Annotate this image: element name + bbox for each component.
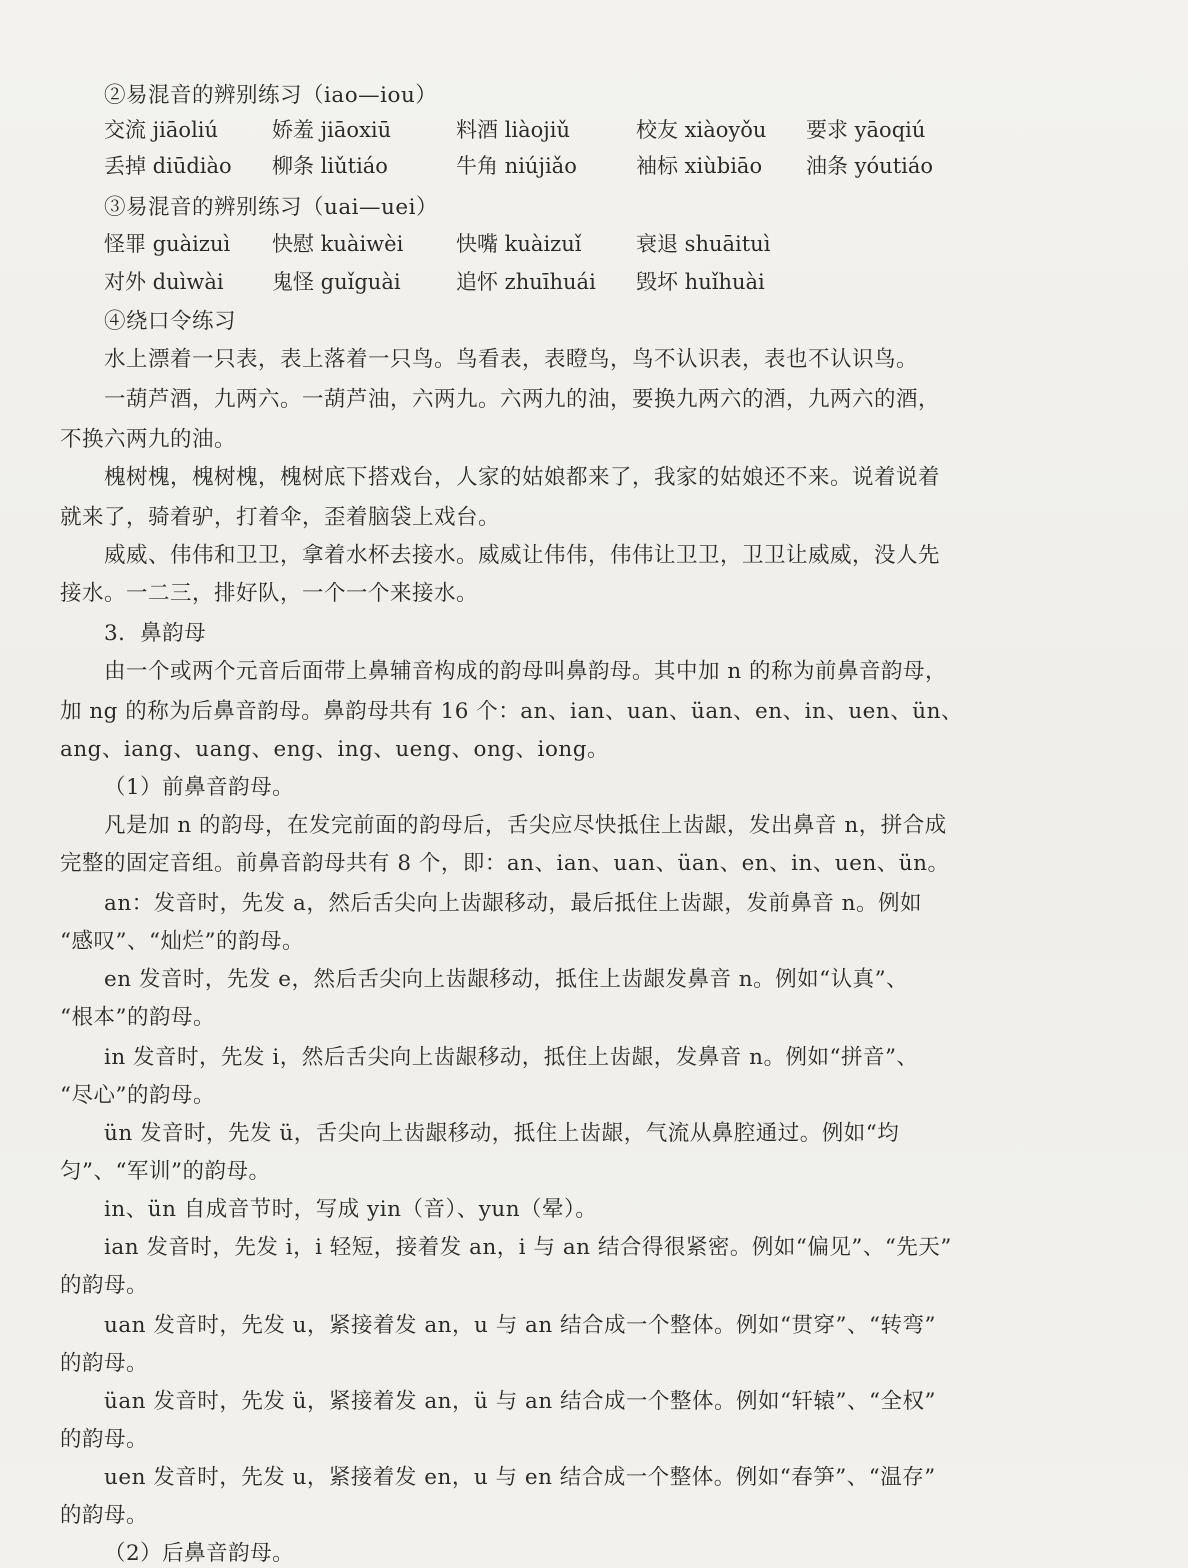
paragraph-line: ang、iang、uang、eng、ing、ueng、ong、iong。 <box>60 737 609 762</box>
paragraph-line: “根本”的韵母。 <box>60 1005 215 1030</box>
paragraph-line: an：发音时，先发 a，然后舌尖向上齿龈移动，最后抵住上齿龈，发前鼻音 n。例如 <box>104 891 923 916</box>
word-item: 追怀 zhuīhuái <box>456 270 596 294</box>
paragraph-line: 的韵母。 <box>60 1427 149 1452</box>
paragraph-line: en 发音时，先发 e，然后舌尖向上齿龈移动，抵住上齿龈发鼻音 n。例如“认真”、 <box>104 967 909 992</box>
section4-title: ④绕口令练习 <box>104 309 237 334</box>
word-item: 快慰 kuàiwèi <box>272 232 404 256</box>
word-item: 丢掉 diūdiào <box>104 154 232 178</box>
paragraph-line: 匀”、“军训”的韵母。 <box>60 1159 271 1184</box>
word-item: 牛角 niújiǎo <box>456 154 577 178</box>
section2-title: ②易混音的辨别练习（iao—iou） <box>104 83 438 108</box>
paragraph-line: in 发音时，先发 i，然后舌尖向上齿龈移动，抵住上齿龈，发鼻音 n。例如“拼音”、 <box>104 1045 919 1070</box>
word-item: 鬼怪 guǐguài <box>272 270 401 294</box>
paragraph-line: ün 发音时，先发 ü，舌尖向上齿龈移动，抵住上齿龈，气流从鼻腔通过。例如“均 <box>104 1121 900 1146</box>
word-item: 校友 xiàoyǒu <box>636 118 767 142</box>
section3-title: ③易混音的辨别练习（uai—uei） <box>104 195 438 220</box>
paragraph-line: 就来了，骑着驴，打着伞，歪着脑袋上戏台。 <box>60 505 501 530</box>
paragraph-line: uan 发音时，先发 u，紧接着发 an，u 与 an 结合成一个整体。例如“贯穿”、“转弯” <box>104 1313 937 1338</box>
paragraph-line: 的韵母。 <box>60 1503 149 1528</box>
paragraph-line: 加 ng 的称为后鼻音韵母。鼻韵母共有 16 个：an、ian、uan、üan、en、in、uen、ün、 <box>60 699 963 724</box>
paragraph-line: 威威、伟伟和卫卫，拿着水杯去接水。威威让伟伟，伟伟让卫卫，卫卫让威威，没人先 <box>104 543 941 568</box>
paragraph-line: 槐树槐，槐树槐，槐树底下搭戏台，人家的姑娘都来了，我家的姑娘还不来。说着说着 <box>104 465 941 490</box>
word-item: 柳条 liǔtiáo <box>272 154 388 178</box>
paragraph-line: “感叹”、“灿烂”的韵母。 <box>60 929 304 954</box>
paragraph-line: 的韵母。 <box>60 1273 149 1298</box>
paragraph-line: üan 发音时，先发 ü，紧接着发 an，ü 与 an 结合成一个整体。例如“轩辕”、“全权” <box>104 1389 937 1414</box>
paragraph-line: 凡是加 n 的韵母，在发完前面的韵母后，舌尖应尽快抵住上齿龈，发出鼻音 n，拼合成 <box>104 813 947 838</box>
word-item: 交流 jiāoliú <box>104 118 219 142</box>
paragraph-line: 接水。一二三，排好队，一个一个来接水。 <box>60 581 479 606</box>
word-item: 料酒 liàojiǔ <box>456 118 571 142</box>
word-item: 对外 duìwài <box>104 270 224 294</box>
subsection-heading: （1）前鼻音韵母。 <box>104 775 295 800</box>
paragraph-line: 完整的固定音组。前鼻音韵母共有 8 个，即：an、ian、uan、üan、en、in、uen、ün。 <box>60 851 950 876</box>
paragraph-line: 一葫芦酒，九两六。一葫芦油，六两九。六两九的油，要换九两六的酒，九两六的酒， <box>104 387 941 412</box>
word-item: 衰退 shuāituì <box>636 232 771 256</box>
paragraph-line: uen 发音时，先发 u，紧接着发 en，u 与 en 结合成一个整体。例如“春笋”、“温存” <box>104 1465 936 1490</box>
word-item: 娇羞 jiāoxiū <box>272 118 392 142</box>
section-heading: 3．鼻韵母 <box>104 621 207 646</box>
paragraph-line: 水上漂着一只表，表上落着一只鸟。鸟看表，表瞪鸟，鸟不认识表，表也不认识鸟。 <box>104 347 919 372</box>
paragraph-line: 的韵母。 <box>60 1351 149 1376</box>
word-item: 毁坏 huǐhuài <box>636 270 765 294</box>
word-item: 油条 yóutiáo <box>806 154 934 178</box>
paragraph-line: 由一个或两个元音后面带上鼻辅音构成的韵母叫鼻韵母。其中加 n 的称为前鼻音韵母， <box>104 659 948 684</box>
word-item: 快嘴 kuàizuǐ <box>456 232 582 256</box>
paragraph-line: ian 发音时，先发 i，i 轻短，接着发 an，i 与 an 结合得很紧密。例如“偏见”、“先天” <box>104 1235 952 1260</box>
word-item: 要求 yāoqiú <box>806 118 926 142</box>
paragraph-line: 不换六两九的油。 <box>60 427 237 452</box>
word-item: 怪罪 guàizuì <box>104 232 231 256</box>
word-item: 袖标 xiùbiāo <box>636 154 763 178</box>
paragraph-line: in、ün 自成音节时，写成 yin（音）、yun（晕）。 <box>104 1197 598 1222</box>
paragraph-line: “尽心”的韵母。 <box>60 1083 215 1108</box>
subsection-heading: （2）后鼻音韵母。 <box>104 1541 295 1566</box>
